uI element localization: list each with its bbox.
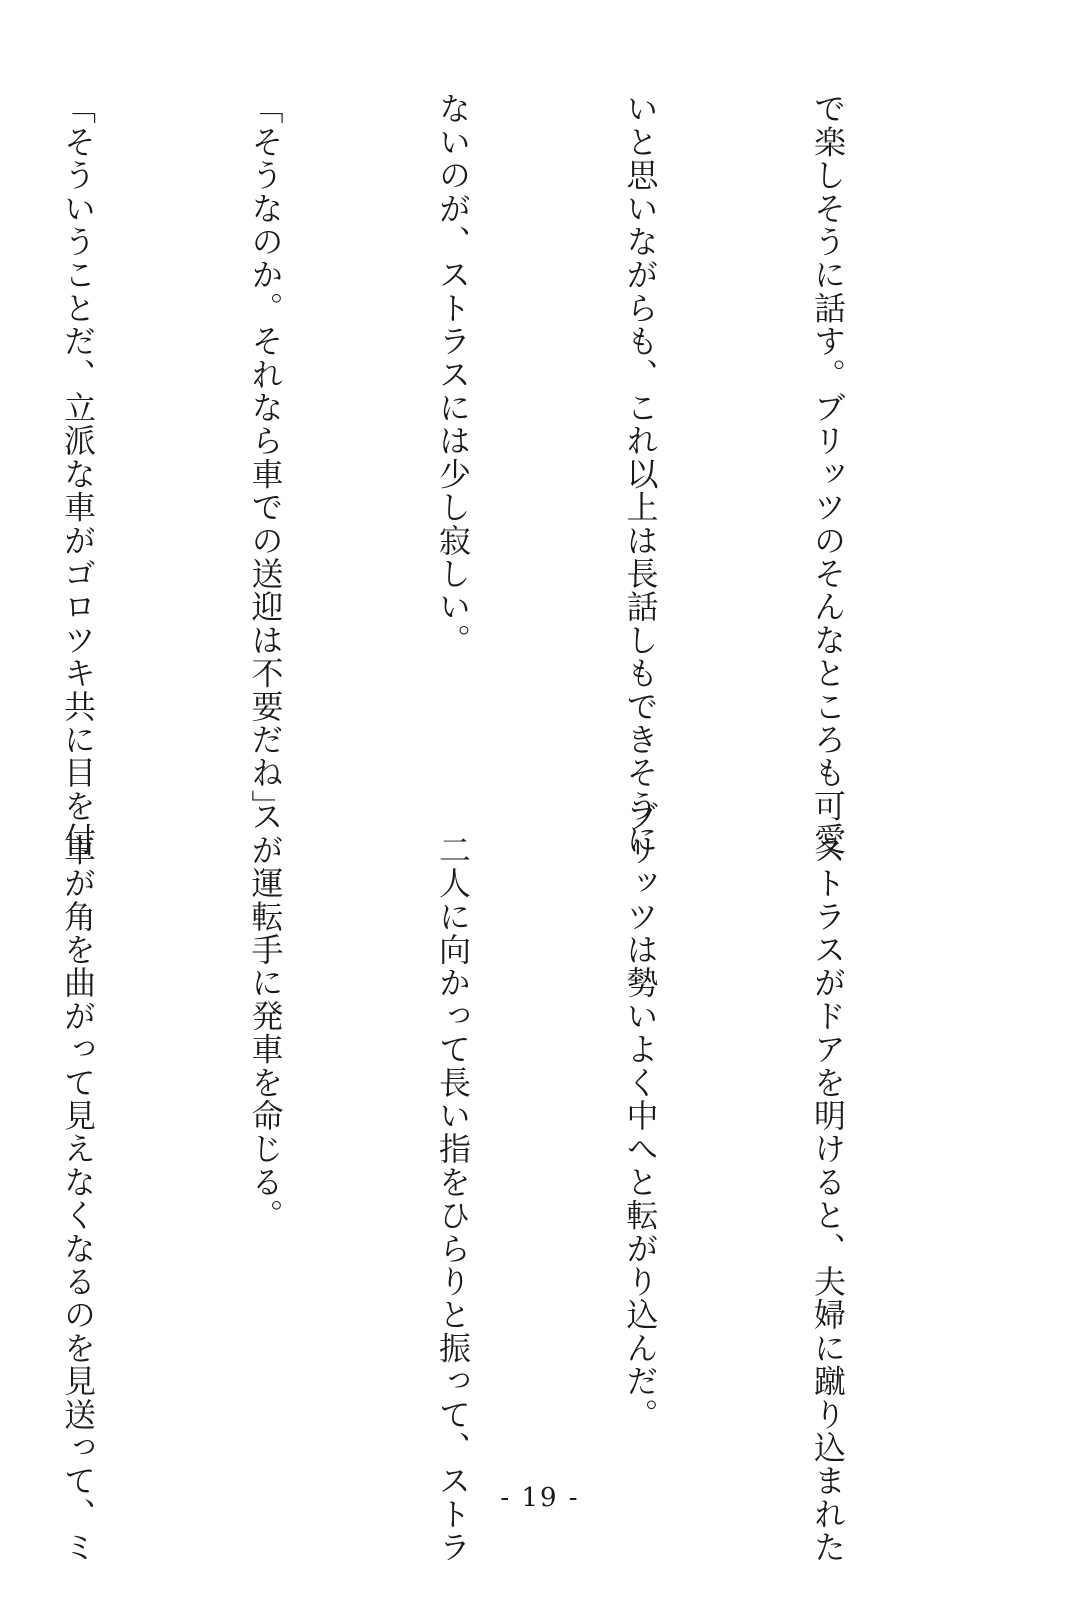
text-line: スが運転手に発車を命じる。 <box>246 800 285 1232</box>
text-line: いと思いながらも、これ以上は長話しもできそうに <box>621 92 660 856</box>
text-line: 二人に向かって長い指をひらりと振って、ストラ <box>434 800 472 1564</box>
text-line: ストラスがドアを明けると、夫婦に蹴り込まれた <box>809 800 847 1564</box>
text-line: 「そうなのか。それなら車での送迎は不要だね」 <box>246 92 285 823</box>
upper-text-block <box>59 92 984 856</box>
text-line: 「そういうことだ、立派な車がゴロツキ共に目を付 <box>59 92 97 856</box>
text-line: で楽しそうに話す。ブリッツのそんなところも可愛 <box>809 92 847 856</box>
text-line: ないのが、ストラスには少し寂しい。 <box>434 92 472 657</box>
text-line: 車が角を曲がって見えなくなるのを見送って、ミ <box>59 800 97 1564</box>
text-line: ブリッツは勢いよく中へと転がり込んだ。 <box>621 800 660 1431</box>
page-number: - 19 - <box>500 1483 580 1513</box>
